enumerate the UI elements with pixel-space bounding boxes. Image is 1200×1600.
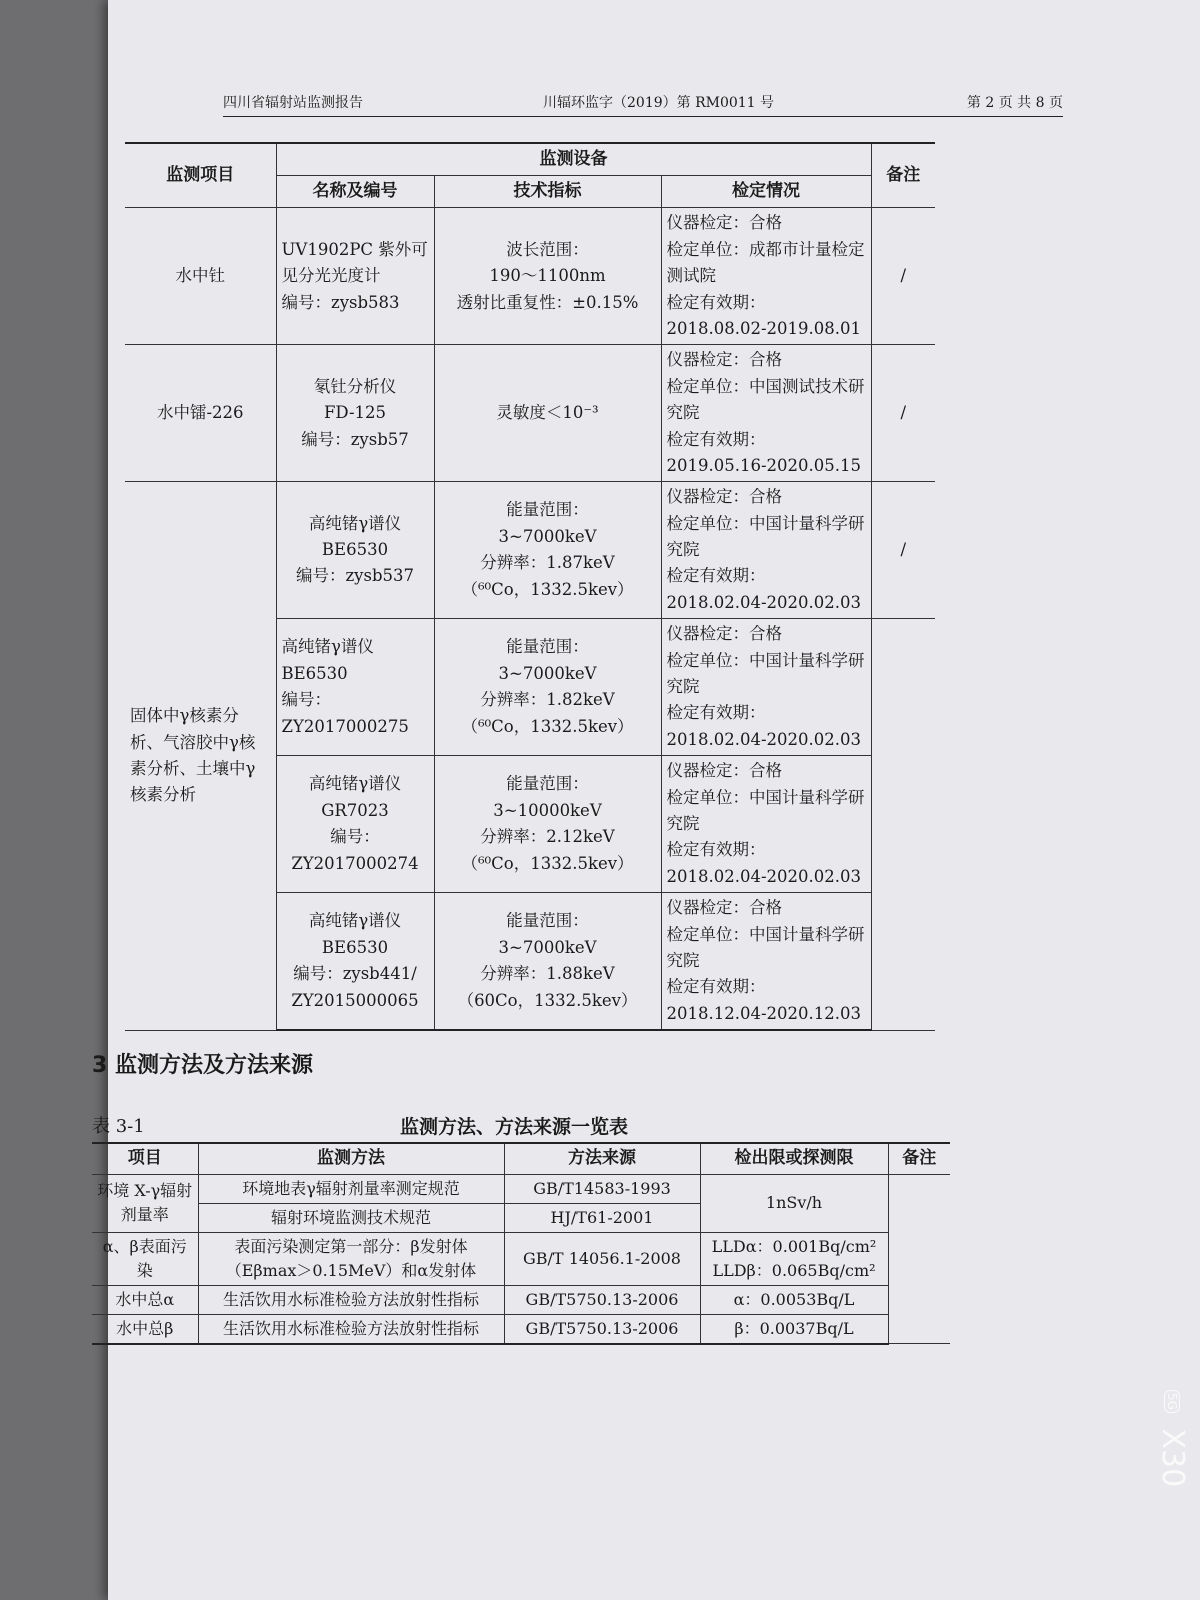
cell-line: 3~10000keV: [493, 800, 602, 820]
cell-method: 辐射环境监测技术规范: [198, 1203, 504, 1232]
cell-line: 仪器检定：合格: [666, 350, 782, 370]
cell-line: 编号：: [330, 827, 380, 847]
cell-line: 能量范围：: [506, 637, 589, 657]
cell-line: （⁶⁰Co，1332.5kev）: [461, 853, 634, 873]
cell-line: 检定单位：中国计量科学研究院: [666, 513, 865, 560]
cell-line: 编号：zysb441/: [293, 964, 417, 984]
col-header-spec: 技术指标: [434, 176, 661, 208]
cell-limit: 1nSv/h: [700, 1174, 888, 1232]
cell-source: GB/T5750.13-2006: [504, 1314, 700, 1344]
equipment-table-body: [125, 208, 935, 1030]
header-org: 四川省辐射站监测报告: [223, 95, 363, 111]
cell-line: （60Co，1332.5kev）: [457, 990, 638, 1010]
cell-spec: [434, 756, 661, 893]
cell-line: ZY2017000274: [291, 853, 419, 873]
cell-line: 2018.02.04-2020.02.03: [666, 866, 862, 886]
cell-line: 2019.05.16-2020.05.15: [666, 455, 862, 475]
cell-line: 检定单位：中国计量科学研究院: [666, 787, 865, 833]
cell-spec: [434, 345, 661, 482]
table-row: [92, 1314, 950, 1344]
cell-line: 波长范围：: [506, 239, 589, 259]
cell-line: 检定有效期：: [666, 703, 766, 723]
limit-alpha: LLDα：0.001Bq/cm²: [711, 1236, 877, 1256]
cell-line: 氡钍分析仪: [313, 376, 397, 396]
cell-line: 仪器检定：合格: [666, 487, 782, 507]
cell-calib: [661, 482, 871, 619]
cell-note: [871, 619, 935, 1030]
cell-line: 检定单位：中国计量科学研究院: [666, 650, 865, 697]
cell-line: 能量范围：: [506, 500, 589, 520]
cell-line: ZY2017000275: [281, 716, 409, 736]
cell-name: [276, 893, 434, 1030]
cell-calib: [661, 345, 871, 482]
limit-beta: LLDβ：0.065Bq/cm²: [712, 1260, 876, 1280]
cell-limit: β：0.0037Bq/L: [700, 1314, 888, 1344]
cell-note: /: [871, 208, 935, 345]
cell-line: 仪器检定：合格: [666, 761, 782, 781]
cell-line: 检定有效期：: [666, 566, 766, 586]
cell-line: 编号：: [281, 690, 331, 710]
cell-item: 环境 X-γ辐射剂量率: [92, 1174, 198, 1232]
cell-calib: [661, 756, 871, 893]
cell-spec: [434, 619, 661, 756]
page-header: [223, 88, 1063, 117]
cell-method: 环境地表γ辐射剂量率测定规范: [198, 1174, 504, 1203]
cell-line: 编号：zysb537: [295, 566, 415, 586]
cell-limit: [700, 1232, 888, 1285]
table-row: [125, 482, 935, 619]
cell-line: BE6530: [281, 663, 348, 683]
cell-line: 高纯锗γ谱仪: [281, 637, 374, 657]
cell-spec: [434, 482, 661, 619]
cell-name: [276, 619, 434, 756]
col-header-item: 监测项目: [125, 143, 276, 208]
col-header-item: 项目: [92, 1143, 198, 1174]
cell-limit: α：0.0053Bq/L: [700, 1285, 888, 1314]
cell-line: BE6530: [321, 937, 389, 957]
table-label: 表 3-1: [92, 1116, 145, 1137]
cell-line: 检定单位：中国计量科学研究院: [666, 924, 865, 970]
cell-line: 仪器检定：合格: [666, 898, 782, 918]
cell-note: [888, 1174, 950, 1344]
methods-table: [92, 1142, 950, 1345]
cell-line: 检定有效期：: [666, 292, 766, 312]
table-row: [92, 1232, 950, 1285]
equipment-table: [125, 142, 935, 1031]
cell-note: /: [871, 345, 935, 482]
cell-line: 透射比重复性：±0.15%: [456, 292, 639, 312]
cell-method: 生活饮用水标准检验方法放射性指标: [198, 1285, 504, 1314]
camera-brand: X30: [1155, 1428, 1190, 1488]
cell-line: ZY2015000065: [291, 990, 419, 1010]
cell-line: 2018.02.04-2020.02.03: [666, 592, 862, 612]
cell-line: 高纯锗γ谱仪: [308, 774, 402, 794]
cell-line: 仪器检定：合格: [666, 213, 782, 233]
cell-calib: [661, 893, 871, 1030]
col-header-calib: 检定情况: [661, 176, 871, 208]
cell-source: GB/T5750.13-2006: [504, 1285, 700, 1314]
col-header-method: 监测方法: [198, 1143, 504, 1174]
table-row: [92, 1285, 950, 1314]
cell-line: 3~7000keV: [498, 663, 597, 683]
cell-line: 分辨率：1.87keV: [480, 553, 615, 573]
cell-line: 2018.12.04-2020.12.03: [666, 1003, 862, 1023]
cell-spec: [434, 893, 661, 1030]
cell-source: HJ/T61-2001: [504, 1203, 700, 1232]
cell-name: [276, 345, 434, 482]
cell-line: 3~7000keV: [498, 526, 597, 546]
network-badge: 5G: [1164, 1390, 1180, 1413]
cell-line: 高纯锗γ谱仪: [308, 911, 402, 931]
table-row: [125, 208, 935, 345]
cell-line: 编号：zysb583: [281, 292, 400, 312]
cell-note: /: [871, 482, 935, 619]
cell-line: 分辨率：1.82keV: [480, 690, 615, 710]
cell-line: （⁶⁰Co，1332.5kev）: [461, 579, 634, 599]
cell-method: 表面污染测定第一部分：β发射体（Eβmax＞0.15MeV）和α发射体: [198, 1232, 504, 1285]
col-header-note: 备注: [888, 1143, 950, 1174]
cell-line: 编号：zysb57: [301, 429, 409, 449]
cell-name: [276, 756, 434, 893]
cell-line: 检定单位：成都市计量检定测试院: [666, 239, 865, 286]
cell-line: 2018.08.02-2019.08.01: [666, 318, 862, 338]
table-caption: 监测方法、方法来源一览表: [400, 1116, 629, 1138]
cell-name: [276, 482, 434, 619]
cell-line: 分辨率：2.12keV: [480, 827, 615, 847]
cell-line: 190～1100nm: [489, 266, 606, 286]
cell-line: 能量范围：: [506, 774, 589, 794]
header-doc-number: 川辐环监字（2019）第 RM0011 号: [543, 95, 775, 111]
table-row: [125, 345, 935, 482]
section-title: 3 监测方法及方法来源: [92, 1053, 313, 1078]
cell-line: 检定有效期：: [666, 429, 766, 449]
col-header-source: 方法来源: [504, 1143, 700, 1174]
cell-line: 检定有效期：: [666, 977, 766, 997]
cell-line: （⁶⁰Co，1332.5kev）: [461, 716, 634, 736]
col-header-name: 名称及编号: [276, 176, 434, 208]
cell-line: GR7023: [321, 800, 389, 820]
cell-item: 水中钍: [125, 208, 276, 345]
cell-item: 水中总α: [92, 1285, 198, 1314]
cell-calib: [661, 208, 871, 345]
cell-line: 能量范围：: [506, 911, 589, 931]
col-header-limit: 检出限或探测限: [700, 1143, 888, 1174]
cell-line: 仪器检定：合格: [666, 624, 782, 644]
cell-line: 灵敏度＜10⁻³: [496, 403, 599, 423]
cell-line: 检定单位：中国测试技术研究院: [666, 376, 865, 423]
cell-name: [276, 208, 434, 345]
cell-calib: [661, 619, 871, 756]
cell-line: FD-125: [323, 403, 387, 423]
header-page-number: 第 2 页 共 8 页: [966, 95, 1063, 111]
cell-source: GB/T 14056.1-2008: [504, 1232, 700, 1285]
cell-line: UV1902PC 紫外可见分光光度计: [281, 239, 428, 286]
col-header-note: 备注: [871, 143, 935, 208]
cell-item: α、β表面污染: [92, 1232, 198, 1285]
cell-line: 高纯锗γ谱仪: [308, 513, 402, 533]
cell-line: 分辨率：1.88keV: [480, 964, 615, 984]
col-header-equipment: 监测设备: [276, 143, 871, 176]
cell-line: 检定有效期：: [666, 840, 766, 860]
cell-source: GB/T14583-1993: [504, 1174, 700, 1203]
cell-method: 生活饮用水标准检验方法放射性指标: [198, 1314, 504, 1344]
cell-spec: [434, 208, 661, 345]
table-row: [92, 1174, 950, 1203]
cell-item: 固体中γ核素分析、气溶胶中γ核素分析、土壤中γ核素分析: [125, 482, 276, 1030]
cell-item: 水中总β: [92, 1314, 198, 1344]
cell-line: 2018.02.04-2020.02.03: [666, 729, 862, 749]
cell-line: BE6530: [321, 540, 389, 560]
cell-line: 3~7000keV: [498, 937, 597, 957]
cell-item: 水中镭-226: [125, 345, 276, 482]
camera-watermark: [1155, 1390, 1190, 1550]
